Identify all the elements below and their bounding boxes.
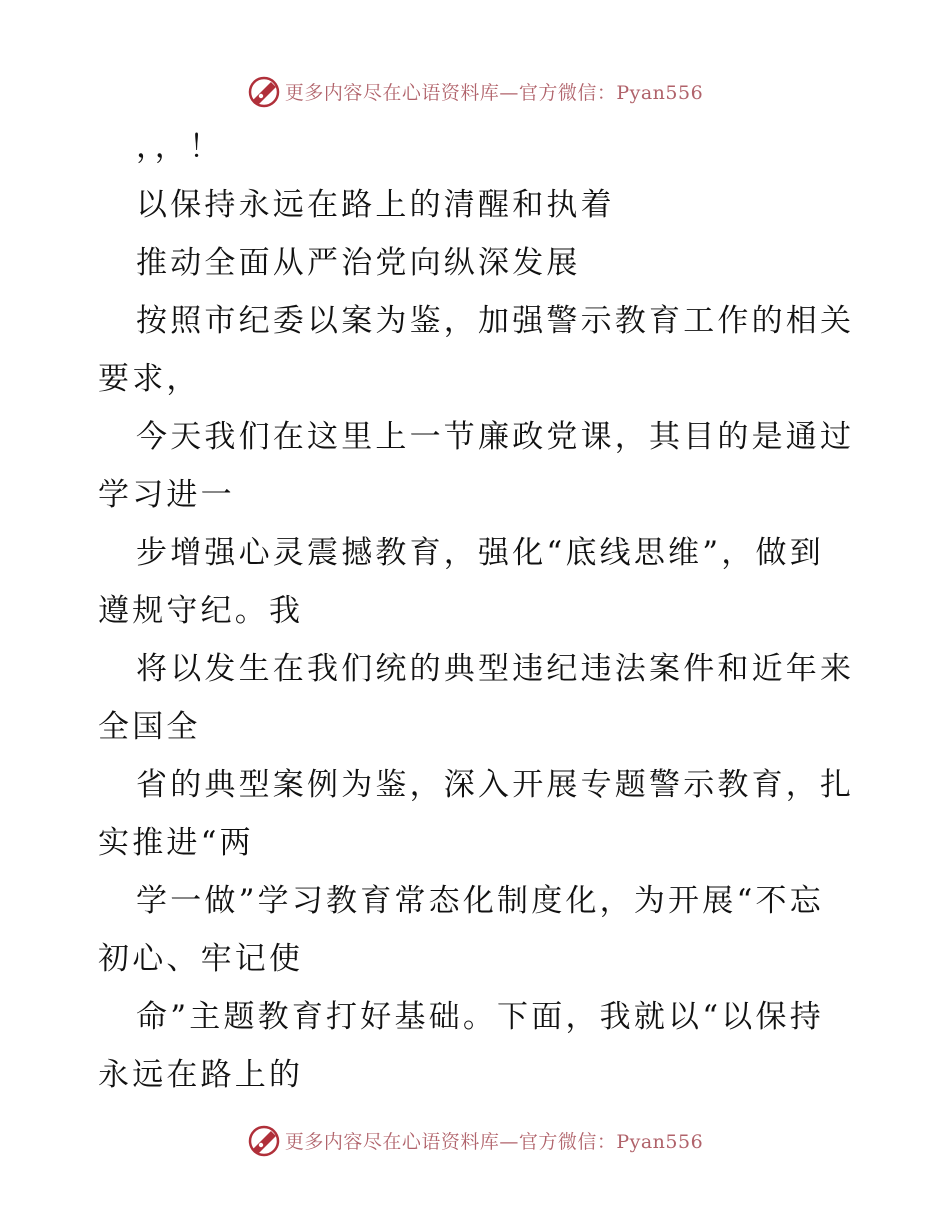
header-banner <box>0 71 950 111</box>
paragraph-line: 推动全面从严治党向纵深发展 <box>136 245 581 281</box>
pen-nib-logo-icon <box>247 1123 281 1157</box>
footer-banner <box>0 1120 950 1160</box>
paragraph-line: 省的典型案例为鉴，深入开展专题警示教育，扎 <box>136 767 855 803</box>
paragraph-line: 学习进一 <box>98 477 235 513</box>
paragraph-line: 全国全 <box>98 709 201 745</box>
pen-nib-logo-icon <box>247 74 281 108</box>
paragraph-line: 将以发生在我们统的典型违纪违法案件和近年来 <box>136 651 855 687</box>
paragraph-line: 步增强心灵震撼教育，强化“底线思维”，做到 <box>136 535 824 571</box>
paragraph-line: 遵规守纪。我 <box>98 593 304 629</box>
paragraph-line: 以保持永远在路上的清醒和执着 <box>136 187 615 223</box>
document-body <box>98 118 858 1104</box>
paragraph-line: 要求， <box>98 361 201 397</box>
paragraph-line: 实推进“两 <box>98 825 254 861</box>
paragraph-line: 命”主题教育打好基础。下面，我就以“以保持 <box>136 999 824 1035</box>
paragraph-line: 初心、牢记使 <box>98 941 304 977</box>
footer-text: 更多内容尽在心语资料库—官方微信：Pyan556 <box>284 1130 704 1153</box>
paragraph-line: 学一做”学习教育常态化制度化，为开展“不忘 <box>136 883 824 919</box>
paragraph-line: 永远在路上的 <box>98 1057 304 1093</box>
header-text: 更多内容尽在心语资料库—官方微信：Pyan556 <box>284 81 704 104</box>
paragraph-line: ，，！ <box>136 129 224 165</box>
paragraph-line: 按照市纪委以案为鉴，加强警示教育工作的相关 <box>136 303 855 339</box>
paragraph-line: 今天我们在这里上一节廉政党课，其目的是通过 <box>136 419 855 455</box>
